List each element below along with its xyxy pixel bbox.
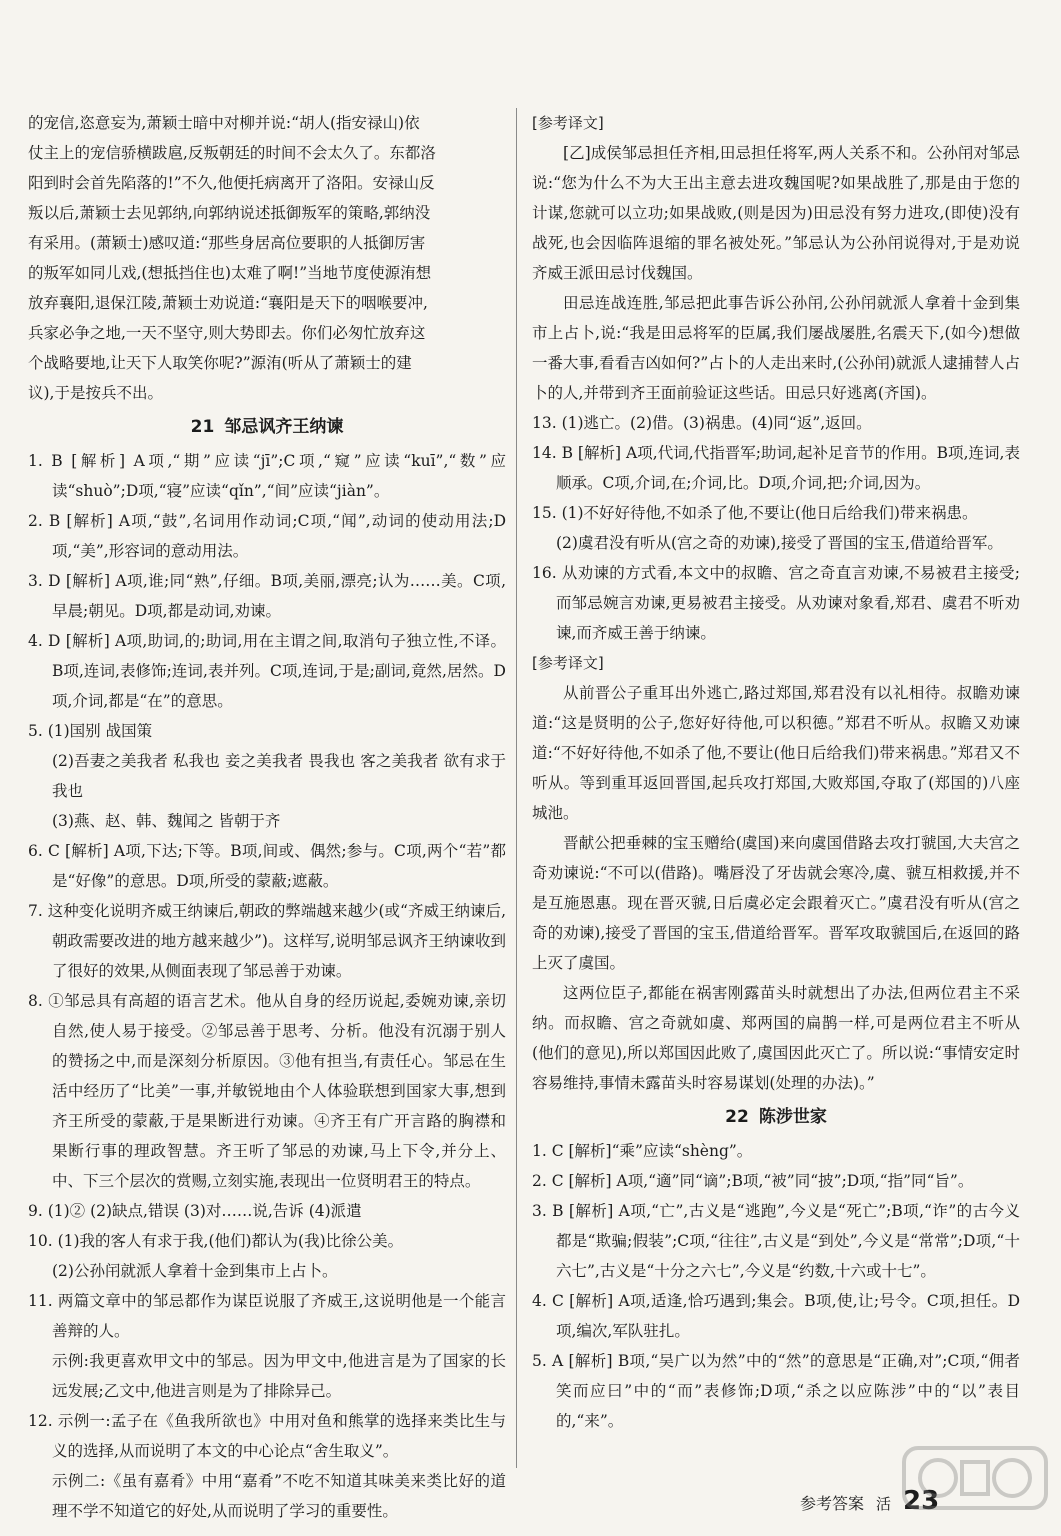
text-line: 阳到时会首先陷落的!”不久,他便托病离开了洛阳。安禄山反: [28, 174, 435, 192]
footer-series: 活: [876, 1495, 892, 1513]
answer-item-14: 14. B [解析] A项,代词,代指晋军;助词,起补足音节的作用。B项,连词,表顺承。C项,介词,在;介词,比。D项,介词,把;介词,因为。: [532, 444, 1020, 492]
text-line: 的叛军如同儿戏,(想抵挡住也)太难了啊!”当地节度使源洧想: [28, 264, 432, 282]
answer-item-9: 9. (1)② (2)缺点,错误 (3)对……说,告诉 (4)派遣: [28, 1202, 362, 1220]
answer-item-8: 8. ①邹忌具有高超的语言艺术。他从自身的经历说起,委婉劝谏,亲切自然,使人易于接受。②邹忌善于思考、分析。他没有沉溺于别人的赞扬之中,而是深刻分析原因。③他有担当,有责任心。邹忌在生活中经历了“比美”一事,并敏锐地由个人体验联想到国家大事,想到齐王所受的蒙蔽,于是果断进行劝谏。④齐王有广开言路的胸襟和果断行事的理政智慧。齐王听了邹忌的劝谏,马上下令,并分上、中、下三个层次的赏赐,立刻实施,表现出一位贤明君王的特点。: [28, 992, 506, 1190]
translation-paragraph: 晋献公把垂棘的宝玉赠给(虞国)来向虞国借路去攻打虢国,大夫宫之奇劝谏说:“不可以(借路)。嘴唇没了牙齿就会寒冷,虞、虢互相救援,并不是互施恩惠。现在晋灭虢,日后虞必定会跟着灭亡。”虞君没有听从(宫之奇的劝谏),接受了晋国的宝玉,借道给晋军。晋军攻取虢国后,在返回的路上灭了虞国。: [532, 834, 1020, 972]
answer-item-22-2: 2. C [解析] A项,“適”同“谪”;B项,“被”同“披”;D项,“指”同“旨”。: [532, 1172, 974, 1190]
answer-item-16: 16. 从劝谏的方式看,本文中的叔瞻、宫之奇直言劝谏,不易被君主接受;而邹忌婉言劝谏,更易被君主接受。从劝谏对象看,郑君、虞君不听劝谏,而齐威王善于纳谏。: [532, 564, 1020, 642]
text-line: 个战略要地,让天下人取笑你呢?”源洧(听从了萧颖士的建: [28, 354, 412, 372]
answer-item-22-3: 3. B [解析] A项,“亡”,古义是“逃跑”,今义是“死亡”;B项,“诈”的古今义都是“欺骗;假装”;C项,“往往”,古义是“到处”,今义是“常常”;D项,“十六七”,古义是“十分之六七”,今义是“约数,十六或十七”。: [532, 1202, 1020, 1280]
translation-paragraph: 从前晋公子重耳出外逃亡,路过郑国,郑君没有以礼相待。叔瞻劝谏道:“这是贤明的公子,您好好待他,可以积德。”郑君不听从。叔瞻又劝谏道:“不好好待他,不如杀了他,不要让(他日后给我们)带来祸患。”郑君又不听从。等到重耳返回晋国,起兵攻打郑国,大败郑国,夺取了(郑国的)八座城池。: [532, 684, 1020, 822]
text-line: 仗主上的宠信骄横跋扈,反叛朝廷的时间不会太久了。东都洛: [28, 144, 436, 162]
section-title: 邹忌讽齐王纳谏: [224, 417, 344, 437]
watermark-logo-icon: [900, 1440, 1050, 1530]
answer-item-22-1: 1. C [解析]“乘”应读“shèng”。: [532, 1142, 753, 1160]
left-column: [28, 108, 506, 1526]
answer-item-15: 15. (1)不好好待他,不如杀了他,不要让(他日后给我们)带来祸患。: [532, 504, 978, 522]
text-line: 议),于是按兵不出。: [28, 384, 163, 402]
text-line: 有采用。(萧颖士)感叹道:“那些身居高位要职的人抵御厉害: [28, 234, 426, 252]
answer-item-11-example: 示例:我更喜欢甲文中的邹忌。因为甲文中,他进言是为了国家的长远发展;乙文中,他进言则是为了排除异己。: [52, 1352, 506, 1400]
answer-item-2: 2. B [解析] A项,“鼓”,名词用作动词;C项,“闻”,动词的使动用法;D项,“美”,形容词的意动用法。: [28, 512, 506, 560]
reference-translation-tag: [参考译文]: [532, 114, 604, 132]
column-divider: [516, 108, 517, 1468]
section-heading-22: [532, 1098, 1020, 1136]
text-line: 兵家必争之地,一天不坚守,则大势即去。你们必匆忙放弃这: [28, 324, 426, 342]
intro-paragraph: [28, 108, 506, 408]
answer-item-3: 3. D [解析] A项,谁;同“熟”,仔细。B项,美丽,漂亮;认为……美。C项,早晨;朝见。D项,都是动词,劝谏。: [28, 572, 506, 620]
section-number: 22: [725, 1107, 749, 1127]
answer-item-12-example-2: 示例二:《虽有嘉肴》中用“嘉肴”不吃不知道其味美来类比好的道理不学不知道它的好处,从而说明了学习的重要性。: [52, 1472, 506, 1520]
translation-paragraph: 田忌连战连胜,邹忌把此事告诉公孙闬,公孙闬就派人拿着十金到集市上占卜,说:“我是田忌将军的臣属,我们屡战屡胜,名震天下,(如今)想做一番大事,看看吉凶如何?”占卜的人走出来时,(公孙闬)就派人逮捕替人占卜的人,并带到齐王面前验证这些话。田忌只好逃离(齐国)。: [532, 294, 1020, 402]
answer-item-15-part-2: (2)虞君没有听从(宫之奇的劝谏),接受了晋国的宝玉,借道给晋军。: [556, 534, 1003, 552]
right-column: [532, 108, 1020, 1436]
answer-item-6: 6. C [解析] A项,下达;下等。B项,间或、偶然;参与。C项,两个“若”都是“好像”的意思。D项,所受的蒙蔽;遮蔽。: [28, 842, 506, 890]
answer-item-22-5: 5. A [解析] B项,“吴广以为然”中的“然”的意思是“正确,对”;C项,“佣者笑而应曰”中的“而”表修饰;D项,“杀之以应陈涉”中的“以”表目的,“来”。: [532, 1352, 1020, 1430]
text-line: 放弃襄阳,退保江陵,萧颖士劝说道:“襄阳是天下的咽喉要冲,: [28, 294, 428, 312]
answer-item-1: 1. B [解析] A项,“期”应读“jī”;C项,“窥”应读“kuī”,“数”应读“shuò”;D项,“寝”应读“qǐn”,“间”应读“jiàn”。: [28, 452, 506, 500]
answer-item-13: 13. (1)逃亡。(2)借。(3)祸患。(4)同“返”,返回。: [532, 414, 872, 432]
answer-item-7: 7. 这种变化说明齐威王纳谏后,朝政的弊端越来越少(或“齐威王纳谏后,朝政需要改进的地方越来越少”)。这样写,说明邹忌讽齐王纳谏收到了很好的效果,从侧面表现了邹忌善于劝谏。: [28, 902, 506, 980]
answer-item-5-part-2: (2)吾妻之美我者 私我也 妾之美我者 畏我也 客之美我者 欲有求于我也: [52, 752, 506, 800]
section-title: 陈涉世家: [758, 1107, 827, 1127]
answer-item-10-part-2: (2)公孙闬就派人拿着十金到集市上占卜。: [52, 1262, 338, 1280]
answer-item-4: 4. D [解析] A项,助词,的;助词,用在主谓之间,取消句子独立性,不译。B项,连词,表修饰;连词,表并列。C项,连词,于是;副词,竟然,居然。D项,介词,都是“在”的意思。: [28, 632, 506, 710]
answer-item-12: 12. 示例一:孟子在《鱼我所欲也》中用对鱼和熊掌的选择来类比生与义的选择,从而说明了本文的中心论点“舍生取义”。: [28, 1412, 506, 1460]
answer-item-22-4: 4. C [解析] A项,适逢,恰巧遇到;集会。B项,使,让;号令。C项,担任。D项,编次,军队驻扎。: [532, 1292, 1020, 1340]
text-line: 叛以后,萧颖士去见郭纳,向郭纳说述抵御叛军的策略,郭纳没: [28, 204, 431, 222]
page-number: 23: [903, 1486, 940, 1516]
reference-translation-tag: [参考译文]: [532, 654, 604, 672]
answer-item-11: 11. 两篇文章中的邹忌都作为谋臣说服了齐威王,这说明他是一个能言善辩的人。: [28, 1292, 506, 1340]
section-number: 21: [190, 417, 215, 437]
section-heading-21: [28, 408, 506, 446]
footer-label: 参考答案: [800, 1494, 865, 1513]
text-line: 的宠信,恣意妄为,萧颖士暗中对柳并说:“胡人(指安禄山)依: [28, 114, 420, 132]
translation-paragraph: 这两位臣子,都能在祸害刚露苗头时就想出了办法,但两位君主不采纳。而叔瞻、宫之奇就如虞、郑两国的扁鹊一样,可是两位君主不听从(他们的意见),所以郑国因此败了,虞国因此灭亡了。所以说:“事情安定时容易维持,事情未露苗头时容易谋划(处理的办法)。”: [532, 984, 1020, 1092]
answer-item-5-part-3: (3)燕、赵、韩、魏闻之 皆朝于齐: [52, 812, 281, 830]
answer-item-5: 5. (1)国别 战国策: [28, 722, 153, 740]
answer-item-10: 10. (1)我的客人有求于我,(他们)都认为(我)比徐公美。: [28, 1232, 404, 1250]
translation-paragraph: [乙]成侯邹忌担任齐相,田忌担任将军,两人关系不和。公孙闬对邹忌说:“您为什么不为大王出主意去进攻魏国呢?如果战胜了,那是由于您的计谋,您就可以立功;如果战败,(则是因为)田忌没有努力进攻,(即使)没有战死,也会因临阵退缩的罪名被处死。”邹忌认为公孙闬说得对,于是劝说齐威王派田忌讨伐魏国。: [532, 144, 1020, 282]
